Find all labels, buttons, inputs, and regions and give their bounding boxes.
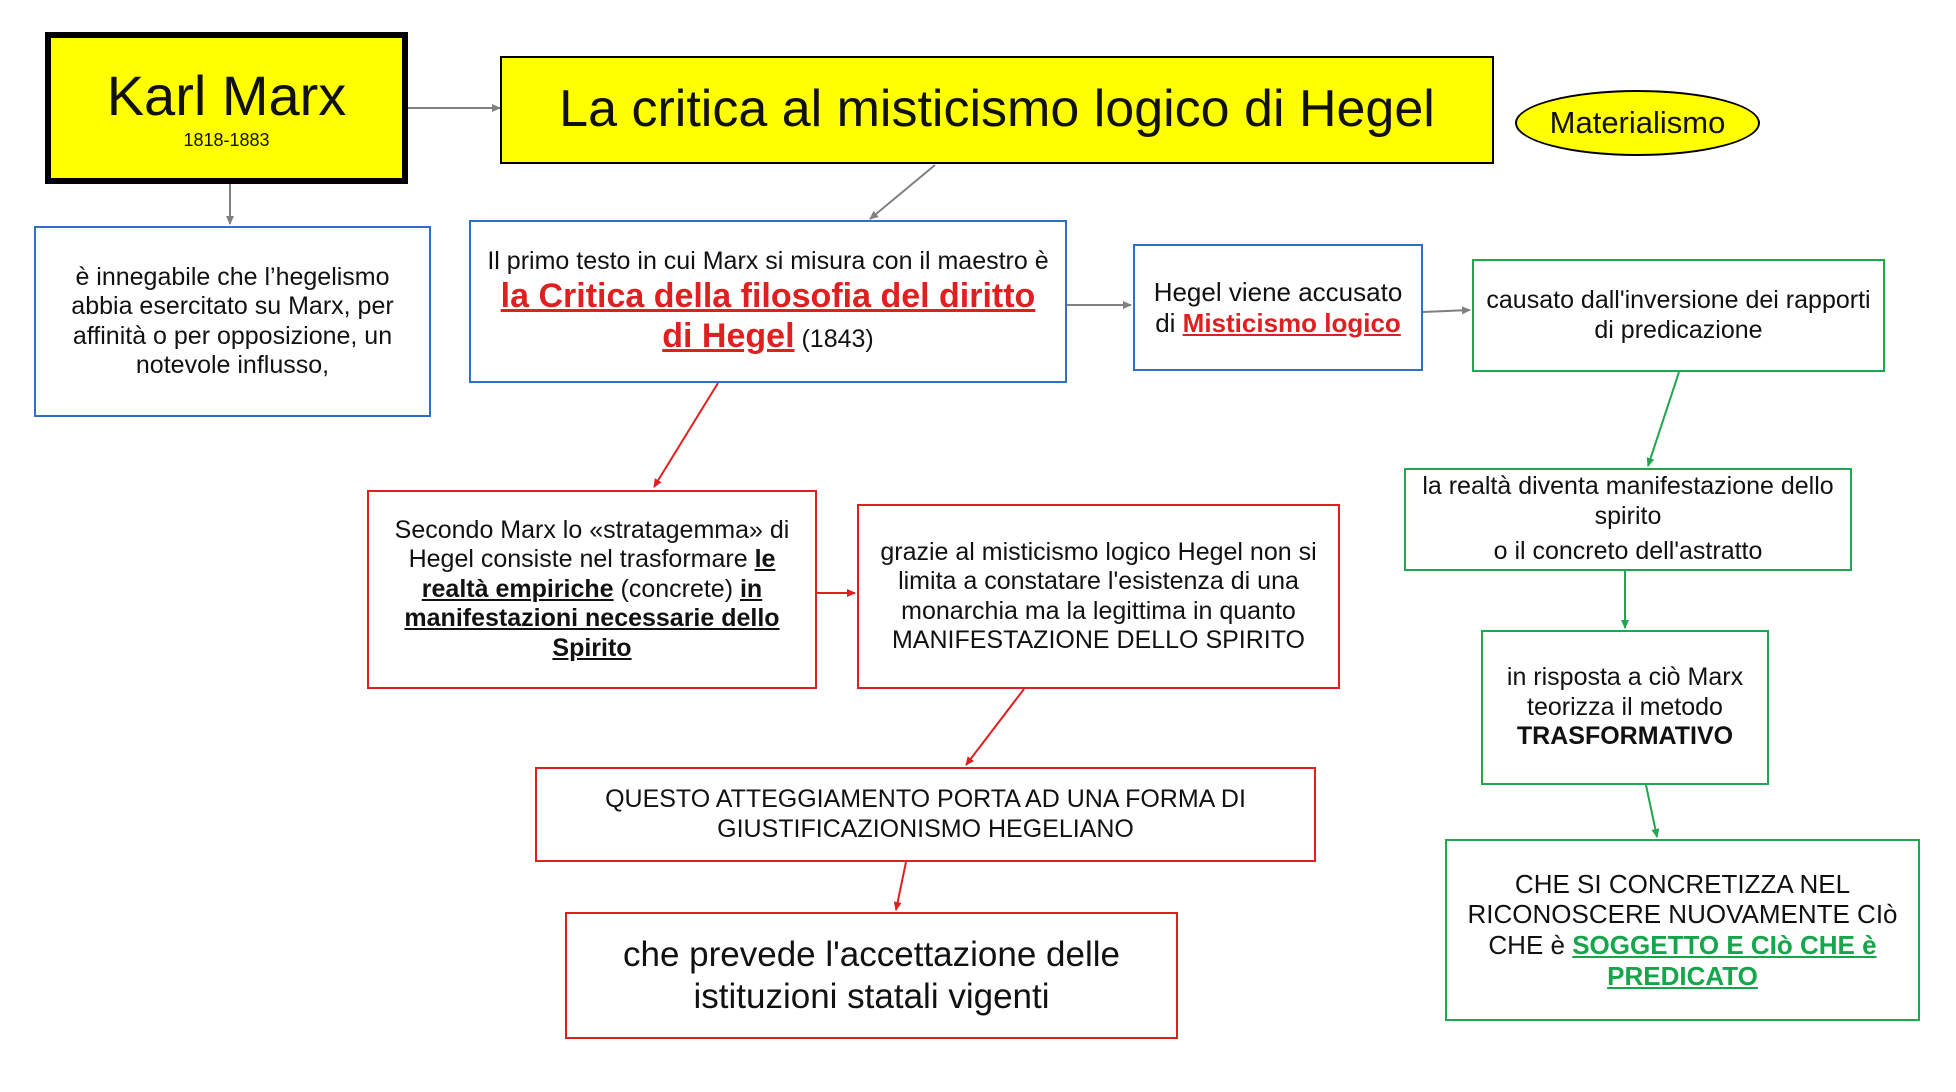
accettazione-box <box>565 912 1178 1039</box>
title-box <box>500 56 1494 164</box>
accusa-pre: Hegel viene accusato di <box>1153 276 1403 338</box>
grazie-text: grazie al misticismo logico Hegel non si limita a constatare l'esistenza di una monarchia ma la legittima in quanto MANIFESTAZIONE DELLO SPIRITO <box>880 537 1317 654</box>
realta-line1: la realtà diventa manifestazione dello spirito <box>1422 472 1834 530</box>
stratagemma-box <box>367 490 817 689</box>
primo-testo-text <box>487 247 1049 357</box>
realta-empiriche-label: le realtà empiriche <box>421 545 776 603</box>
influence-box <box>34 226 431 417</box>
materialismo-label: Materialismo <box>1549 104 1726 140</box>
concretizza-pre: CHE SI CONCRETIZZA NEL RICONOSCERE NUOVAMENTE CIò CHE è <box>1467 868 1898 960</box>
causato-box <box>1472 259 1885 372</box>
stratagemma-text <box>377 516 807 664</box>
concretizza-box <box>1445 839 1920 1021</box>
influence-text: è innegabile che l’hegelismo abbia esercitato su Marx, per affinità o per opposizione, un notevole influsso, <box>71 262 394 379</box>
stratagemma-pre: Secondo Marx lo «stratagemma» di Hegel consiste nel trasformare <box>394 515 790 574</box>
primo-testo-box <box>469 220 1067 383</box>
stratagemma-mid: (concrete) <box>613 574 740 603</box>
grazie-box <box>857 504 1340 689</box>
soggetto-predicato-label: SOGGETTO E CIò CHE è PREDICATO <box>1572 930 1877 991</box>
questo-box <box>535 767 1316 862</box>
karl-marx-name: Karl Marx <box>106 63 347 127</box>
realta-line2: o il concreto dell'astratto <box>1493 537 1763 566</box>
arrow-grazie-to-questo <box>966 689 1024 765</box>
arrow-questo-to-accettazione <box>896 862 906 910</box>
arrow-primo-to-stratagemma <box>654 383 718 487</box>
karl-marx-years: 1818-1883 <box>183 130 270 151</box>
realta-box <box>1404 468 1852 571</box>
primo-testo-pre: Il primo testo in cui Marx si misura con il maestro è <box>487 246 1049 275</box>
critica-filosofia-link: la Critica della filosofia del diritto di Hegel <box>500 277 1036 356</box>
accusa-box <box>1133 244 1423 371</box>
risposta-box <box>1481 630 1769 785</box>
causato-text: causato dall'inversione dei rapporti di predicazione <box>1486 286 1871 344</box>
arrow-title-to-primo <box>870 165 935 219</box>
arrow-accusa-to-causato <box>1423 310 1470 312</box>
accusa-text <box>1143 277 1413 338</box>
karl-marx-box <box>45 32 408 184</box>
trasformativo-label: TRASFORMATIVO <box>1516 722 1734 751</box>
manifestazioni-spirito-label: in manifestazioni necessarie dello Spirito <box>404 574 780 662</box>
primo-testo-year: (1843) <box>794 325 874 354</box>
materialismo-tag <box>1515 90 1760 156</box>
arrow-risposta-to-concretizza <box>1646 785 1657 837</box>
risposta-text: in risposta a ciò Marx teorizza il metodo <box>1506 663 1744 721</box>
page-title: La critica al misticismo logico di Hegel <box>559 80 1435 139</box>
misticismo-logico-label: Misticismo logico <box>1182 307 1401 338</box>
questo-text: QUESTO ATTEGGIAMENTO PORTA AD UNA FORMA DI GIUSTIFICAZIONISMO HEGELIANO <box>605 785 1246 843</box>
arrow-causato-to-realta <box>1648 372 1679 466</box>
accettazione-text: che prevede l'accettazione delle istituzioni statali vigenti <box>622 935 1120 1016</box>
concretizza-text <box>1457 869 1908 992</box>
